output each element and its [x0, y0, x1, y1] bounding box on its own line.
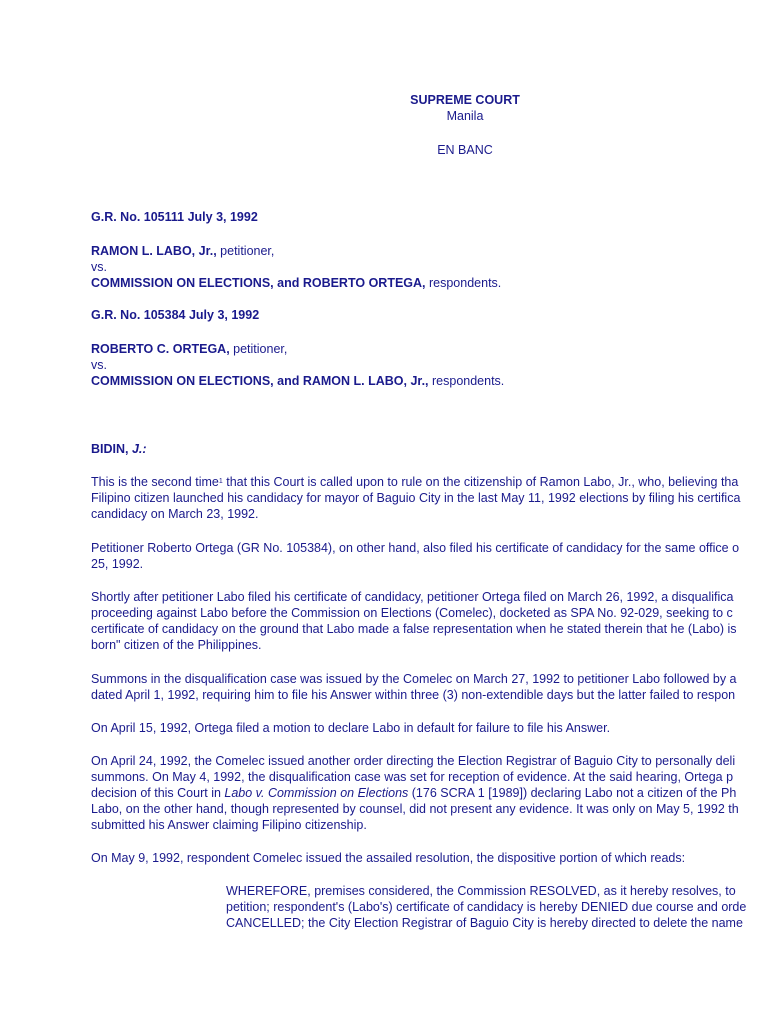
paragraph-3 — [91, 589, 768, 653]
paragraph-4 — [91, 671, 768, 703]
paragraph-line: certificate of candidacy on the ground that Labo made a false representation when he stated therein that he (Labo) is — [91, 622, 737, 636]
ponente-suffix: J.: — [131, 442, 147, 456]
case2-petitioner — [91, 342, 287, 356]
ponente — [91, 442, 147, 456]
court-division: EN BANC — [437, 143, 493, 157]
paragraph-line: On April 15, 1992, Ortega filed a motion to declare Labo in default for failure to file his Answer. — [91, 721, 611, 735]
case1-petitioner — [91, 244, 274, 258]
paragraph-line: This is the second time$^1$ that this Court is called upon to rule on the citizenship of Ramon Labo, Jr., who, believing tha — [91, 475, 739, 489]
court-city: Manila — [446, 109, 484, 123]
case1-petitioner-role: petitioner, — [216, 244, 275, 258]
paragraph-line: submitted his Answer claiming Filipino citizenship. — [91, 818, 367, 832]
case1-petitioner-name: RAMON L. LABO, Jr., — [91, 244, 217, 258]
case2-petitioner-role: petitioner, — [229, 342, 288, 356]
paragraph-line: Shortly after petitioner Labo filed his certificate of candidacy, petitioner Ortega filed on March 26, 1992, a disqualifica — [91, 590, 734, 604]
paragraph-line: proceeding against Labo before the Commission on Elections (Comelec), docketed as SPA No. 92-029, seeking to c — [91, 606, 733, 620]
paragraph-line: On April 24, 1992, the Comelec issued another order directing the Election Registrar of Baguio City to personally deli — [91, 754, 736, 768]
footnote-ref[interactable]: 1 — [218, 478, 223, 485]
paragraph-line: Summons in the disqualification case was issued by the Comelec on March 27, 1992 to petitioner Labo followed by a — [91, 672, 737, 686]
case1-vs: vs. — [91, 260, 107, 274]
paragraph-1 — [91, 474, 768, 522]
paragraph-line: Labo, on the other hand, though represented by counsel, did not present any evidence. It was only on May 5, 1992 th — [91, 802, 739, 816]
paragraph-2 — [91, 540, 768, 572]
paragraph-line: Petitioner Roberto Ortega (GR No. 105384), on other hand, also filed his certificate of candidacy for the same office o — [91, 541, 740, 555]
paragraph-5 — [91, 720, 768, 736]
case2-vs: vs. — [91, 358, 107, 372]
paragraph-line: On May 9, 1992, respondent Comelec issued the assailed resolution, the dispositive portion of which reads: — [91, 851, 686, 865]
quote-line: petition; respondent's (Labo's) certificate of candidacy is hereby DENIED due course and orde — [226, 900, 747, 914]
case2-gr-number: G.R. No. 105384 July 3, 1992 — [91, 308, 260, 322]
paragraph-line: dated April 1, 1992, requiring him to file his Answer within three (3) non-extendible days but the latter failed to respon — [91, 688, 736, 702]
case1-respondents-role: respondents. — [425, 276, 502, 290]
case2-petitioner-name: ROBERTO C. ORTEGA, — [91, 342, 230, 356]
case1-gr-number: G.R. No. 105111 July 3, 1992 — [91, 210, 258, 224]
case2-respondents — [91, 374, 504, 388]
paragraph-7 — [91, 850, 768, 866]
court-name: SUPREME COURT — [410, 93, 520, 107]
ponente-name: BIDIN, — [91, 442, 129, 456]
paragraph-6 — [91, 753, 768, 833]
case1-respondents — [91, 276, 501, 290]
quote-line: CANCELLED; the City Election Registrar of Baguio City is hereby directed to delete the name — [226, 916, 743, 930]
case-citation: Labo v. Commission on Elections — [224, 786, 409, 800]
paragraph-line: born" citizen of the Philippines. — [91, 638, 262, 652]
quote-line: WHEREFORE, premises considered, the Commission RESOLVED, as it hereby resolves, to — [226, 884, 736, 898]
case2-respondents-role: respondents. — [428, 374, 505, 388]
paragraph-line: candidacy on March 23, 1992. — [91, 507, 259, 521]
paragraph-line: summons. On May 4, 1992, the disqualification case was set for reception of evidence. At the said hearing, Ortega p — [91, 770, 734, 784]
paragraph-line: decision of this Court in Labo v. Commission on Elections (176 SCRA 1 [1989]) declaring Labo not a citizen of the Ph — [91, 786, 737, 800]
block-quote — [226, 883, 746, 931]
case2-respondents-name: COMMISSION ON ELECTIONS, and RAMON L. LABO, Jr., — [91, 374, 429, 388]
case1-respondents-name: COMMISSION ON ELECTIONS, and ROBERTO ORTEGA, — [91, 276, 426, 290]
paragraph-line: 25, 1992. — [91, 557, 144, 571]
paragraph-line: Filipino citizen launched his candidacy for mayor of Baguio City in the last May 11, 1992 elections by filing his certifica — [91, 491, 741, 505]
